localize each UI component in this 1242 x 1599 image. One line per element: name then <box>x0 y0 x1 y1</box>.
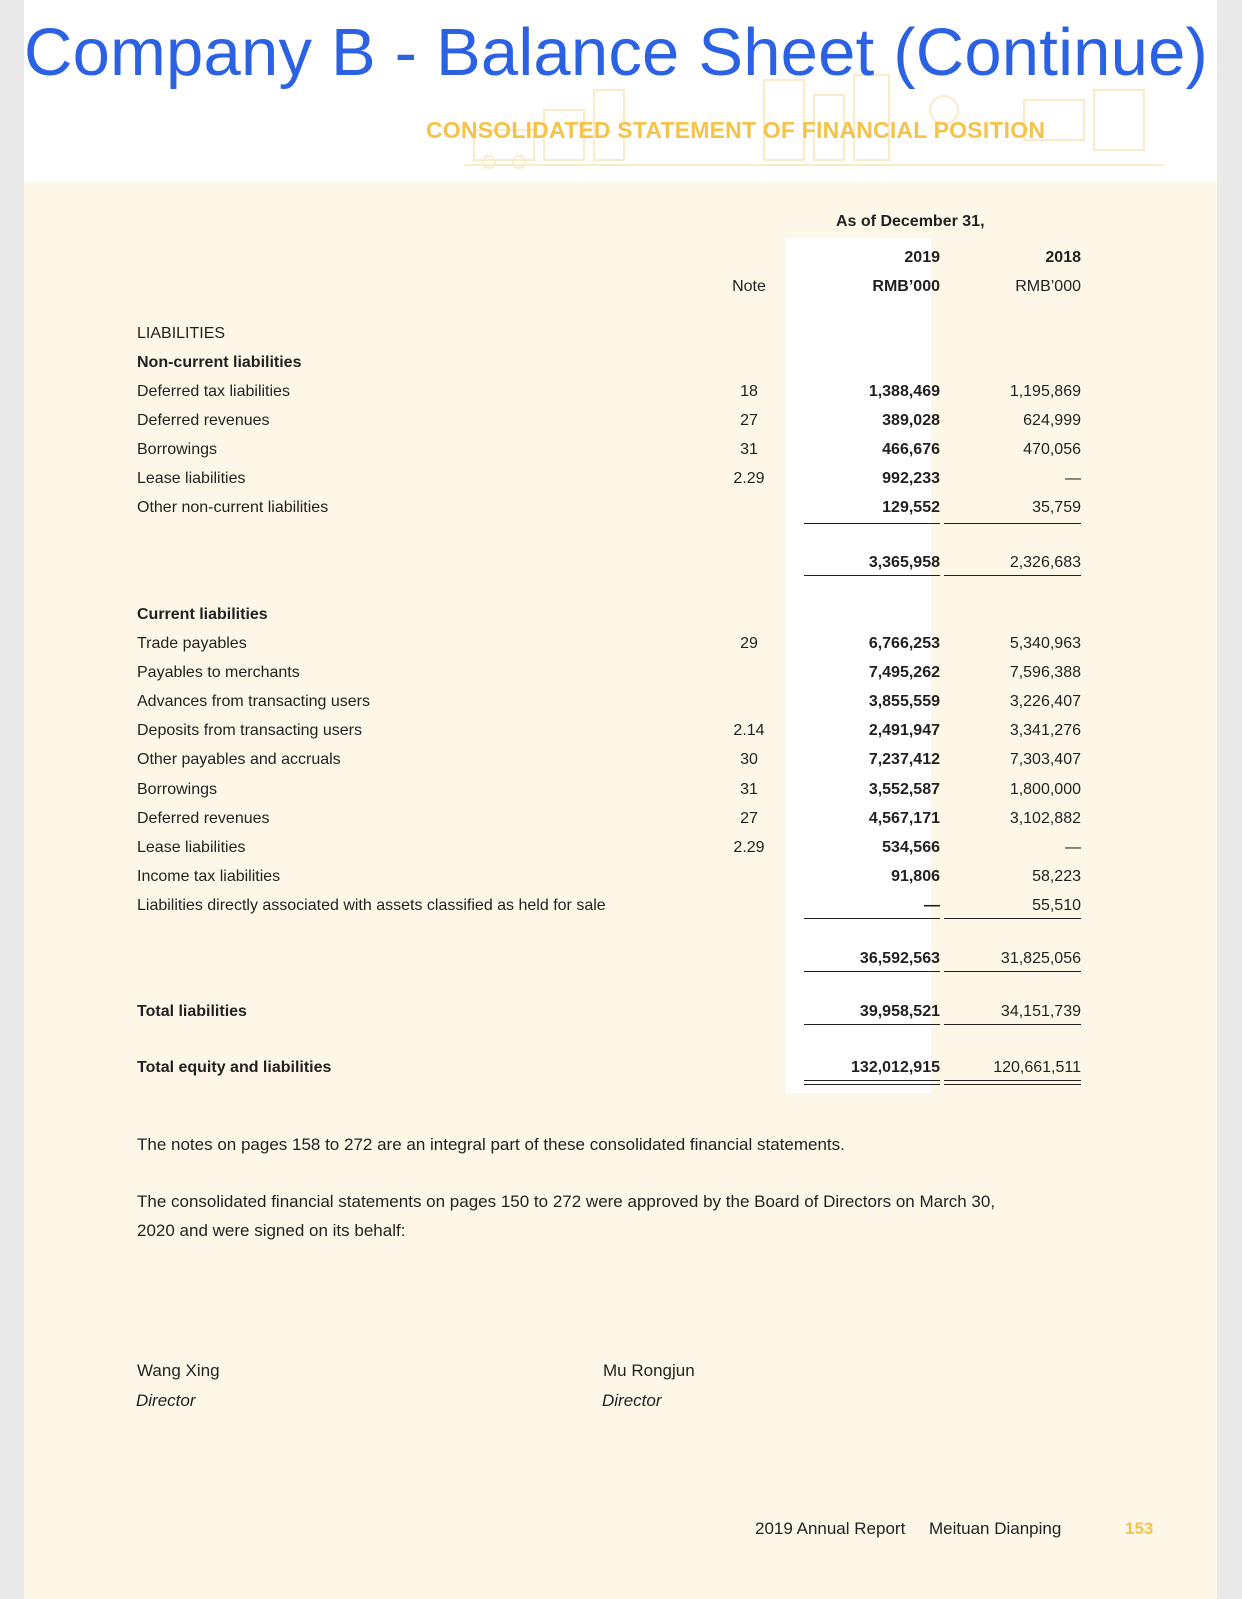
row-value-2018: 1,800,000 <box>1009 781 1081 798</box>
row-label: Other non-current liabilities <box>137 499 329 516</box>
row-label: Lease liabilities <box>137 839 246 856</box>
row-label: Payables to merchants <box>137 664 300 681</box>
header-band <box>24 0 1217 182</box>
subtotal-2019: 36,592,563 <box>859 950 940 967</box>
page-number: 153 <box>1125 1519 1154 1538</box>
row-value-2018: 470,056 <box>1023 441 1081 458</box>
note-column-header: Note <box>732 278 766 295</box>
underline <box>944 1024 1081 1025</box>
row-note: 27 <box>740 810 758 827</box>
signatory-role: Director <box>602 1391 662 1410</box>
row-note: 2.29 <box>733 839 765 856</box>
unit-2019-header: RMB’000 <box>872 278 940 295</box>
notes-statement: The notes on pages 158 to 272 are an integral part of these consolidated financial statements. <box>137 1135 845 1154</box>
row-note: 2.29 <box>733 470 765 487</box>
footer-company: Meituan Dianping <box>929 1519 1062 1538</box>
row-value-2018: — <box>1065 839 1081 856</box>
row-label: Other payables and accruals <box>137 751 341 768</box>
underline <box>804 971 940 972</box>
row-value-2019: 534,566 <box>882 839 940 856</box>
row-value-2019: 2,491,947 <box>868 722 940 739</box>
total-equity-liabilities-label: Total equity and liabilities <box>137 1059 332 1076</box>
row-value-2019: 389,028 <box>882 412 940 429</box>
approval-line-2: 2020 and were signed on its behalf: <box>137 1221 406 1240</box>
double-underline <box>944 1084 1081 1085</box>
row-value-2018: 624,999 <box>1023 412 1081 429</box>
row-value-2019: 91,806 <box>891 868 940 885</box>
page <box>24 0 1217 1599</box>
row-value-2019: — <box>924 897 940 914</box>
row-value-2019: 992,233 <box>882 470 940 487</box>
underline <box>944 575 1081 576</box>
double-underline <box>804 1080 940 1081</box>
subtotal-2019: 3,365,958 <box>868 554 940 571</box>
underline <box>804 918 940 919</box>
signatory-name: Mu Rongjun <box>603 1361 695 1380</box>
row-label: Borrowings <box>137 781 218 798</box>
underline <box>944 918 1081 919</box>
total-liabilities-2019: 39,958,521 <box>859 1003 940 1020</box>
signatory-role: Director <box>136 1391 196 1410</box>
subtotal-2018: 2,326,683 <box>1009 554 1081 571</box>
statement-subtitle: CONSOLIDATED STATEMENT OF FINANCIAL POSITION <box>426 117 1046 143</box>
row-value-2019: 129,552 <box>882 499 940 516</box>
row-value-2018: 35,759 <box>1032 499 1081 516</box>
double-underline <box>944 1080 1081 1081</box>
double-underline <box>804 1084 940 1085</box>
row-label: Deferred tax liabilities <box>137 383 290 400</box>
row-label: Liabilities directly associated with assets classified as held for sale <box>137 897 606 914</box>
underline <box>944 523 1081 524</box>
total-equity-liabilities-2019: 132,012,915 <box>851 1059 940 1076</box>
row-value-2019: 4,567,171 <box>868 810 940 827</box>
row-note: 18 <box>740 383 758 400</box>
page-title: Company B - Balance Sheet (Continue) <box>24 15 1209 90</box>
section-heading: LIABILITIES <box>137 325 226 342</box>
row-value-2018: 3,226,407 <box>1009 693 1081 710</box>
row-value-2019: 466,676 <box>882 441 940 458</box>
row-value-2018: — <box>1065 470 1081 487</box>
row-label: Income tax liabilities <box>137 868 281 885</box>
row-value-2018: 5,340,963 <box>1009 635 1081 652</box>
row-value-2019: 7,237,412 <box>868 751 940 768</box>
row-value-2019: 7,495,262 <box>868 664 940 681</box>
signatory-name: Wang Xing <box>137 1361 220 1380</box>
total-liabilities-label: Total liabilities <box>137 1003 247 1020</box>
row-value-2019: 1,388,469 <box>868 383 940 400</box>
row-note: 29 <box>740 635 758 652</box>
row-value-2018: 1,195,869 <box>1009 383 1081 400</box>
row-note: 31 <box>740 441 758 458</box>
row-value-2018: 55,510 <box>1032 897 1081 914</box>
row-value-2018: 7,596,388 <box>1009 664 1081 681</box>
footer-report: 2019 Annual Report <box>755 1519 906 1538</box>
row-value-2018: 7,303,407 <box>1009 751 1081 768</box>
row-label: Deferred revenues <box>137 810 270 827</box>
row-label: Deferred revenues <box>137 412 270 429</box>
row-label: Deposits from transacting users <box>137 722 362 739</box>
row-note: 27 <box>740 412 758 429</box>
row-value-2018: 58,223 <box>1032 868 1081 885</box>
underline <box>944 971 1081 972</box>
row-note: 31 <box>740 781 758 798</box>
row-value-2018: 3,102,882 <box>1009 810 1081 827</box>
underline <box>804 523 940 524</box>
section-heading: Non-current liabilities <box>137 354 302 371</box>
row-value-2019: 3,855,559 <box>868 693 940 710</box>
column-group-header: As of December 31, <box>836 213 985 230</box>
row-note: 30 <box>740 751 758 768</box>
underline <box>804 575 940 576</box>
row-value-2018: 3,341,276 <box>1009 722 1081 739</box>
row-label: Lease liabilities <box>137 470 246 487</box>
row-label: Advances from transacting users <box>137 693 370 710</box>
row-note: 2.14 <box>733 722 765 739</box>
row-label: Borrowings <box>137 441 218 458</box>
section-heading: Current liabilities <box>137 606 268 623</box>
underline <box>804 1024 940 1025</box>
row-value-2019: 6,766,253 <box>868 635 940 652</box>
total-equity-liabilities-2018: 120,661,511 <box>993 1059 1081 1076</box>
year-2018-header: 2018 <box>1045 249 1081 266</box>
year-2019-header: 2019 <box>904 249 940 266</box>
approval-line-1: The consolidated financial statements on pages 150 to 272 were approved by the Board of Directors on March 30, <box>137 1192 996 1211</box>
row-label: Trade payables <box>137 635 247 652</box>
total-liabilities-2018: 34,151,739 <box>1000 1003 1081 1020</box>
unit-2018-header: RMB’000 <box>1015 278 1081 295</box>
row-value-2019: 3,552,587 <box>868 781 940 798</box>
subtotal-2018: 31,825,056 <box>1000 950 1081 967</box>
